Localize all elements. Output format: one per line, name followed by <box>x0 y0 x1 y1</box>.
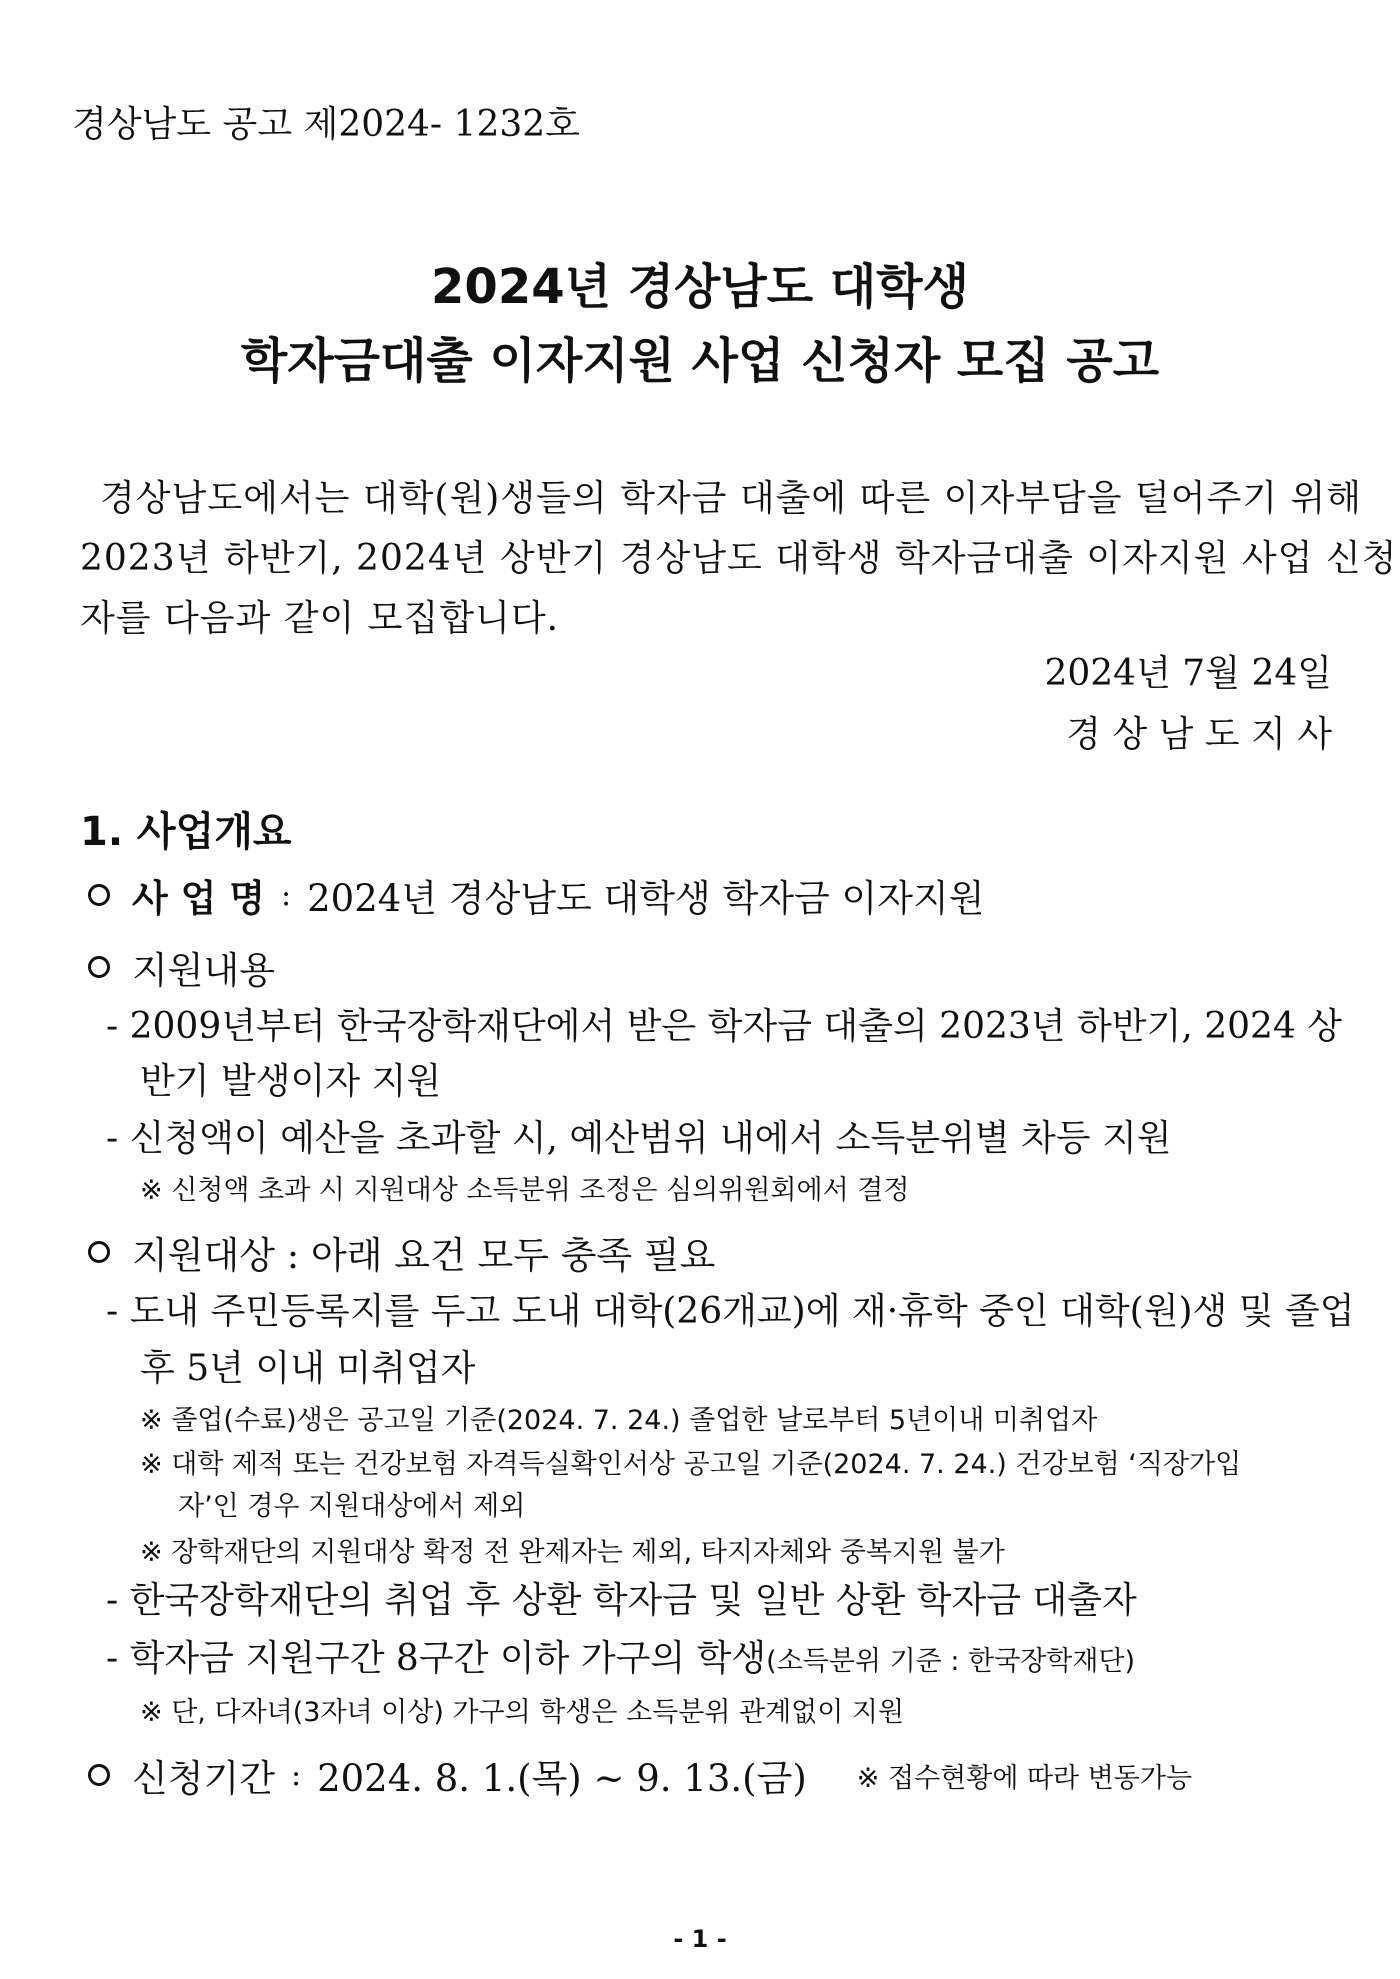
target-row <box>88 1225 715 1279</box>
business-name-label: 사 업 명 <box>132 876 265 920</box>
document-title-line1: 2024년 경상남도 대학생 <box>431 259 969 315</box>
target-note1: ※ 졸업(수료)생은 공고일 기준(2024. 7. 24.) 졸업한 날로부터 5년이내 미취업자 <box>140 1405 1098 1436</box>
business-name-value: 2024년 경상남도 대학생 학자금 이자지원 <box>307 877 985 920</box>
target-note3: ※ 장학재단의 지원대상 확정 전 완제자는 제외, 타지자체와 중복지원 불가 <box>140 1537 1005 1568</box>
target-label: 지원대상 : 아래 요건 모두 충족 필요 <box>132 1234 716 1277</box>
period-row <box>88 1748 1192 1802</box>
circle-bullet-icon <box>88 956 110 978</box>
page-number: - 1 - <box>673 1925 727 1953</box>
notice-number: 경상남도 공고 제2024- 1232호 <box>72 104 580 145</box>
business-name-row <box>88 868 984 922</box>
document-title-line2: 학자금대출 이자지원 사업 신청자 모집 공고 <box>240 333 1160 389</box>
support-item1-line1: - 2009년부터 한국장학재단에서 받은 학자금 대출의 2023년 하반기, 2024 상 <box>106 1006 1343 1047</box>
section-title: 1. 사업개요 <box>80 809 292 855</box>
intro-line2: 2023년 하반기, 2024년 상반기 경상남도 대학생 학자금대출 이자지원 사업 신청 <box>80 538 1398 579</box>
target-item1-line1: - 도내 주민등록지를 두고 도내 대학(26개교)에 재·휴학 중인 대학(원)생 및 졸업 <box>106 1291 1355 1332</box>
support-content-row <box>88 940 275 994</box>
period-note: ※ 접수현황에 따라 변동가능 <box>856 1762 1193 1794</box>
period-sep: : <box>290 1757 302 1793</box>
issuer-name: 경 상 남 도 지 사 <box>1066 714 1332 755</box>
support-item1-line2: 반기 발생이자 지원 <box>140 1061 442 1102</box>
support-note1: ※ 신청액 초과 시 지원대상 소득분위 조정은 심의위원회에서 결정 <box>140 1175 910 1206</box>
target-item1-line2: 후 5년 이내 미취업자 <box>140 1348 476 1389</box>
period-value: 2024. 8. 1.(목) ~ 9. 13.(금) <box>317 1757 807 1800</box>
intro-line3: 자를 다음과 같이 모집합니다. <box>80 598 560 639</box>
target-item2: - 한국장학재단의 취업 후 상환 학자금 및 일반 상환 학자금 대출자 <box>106 1580 1137 1621</box>
target-item3-small: (소득분위 기준 : 한국장학재단) <box>766 1646 1136 1677</box>
business-name-sep: : <box>281 877 292 913</box>
intro-line1: 경상남도에서는 대학(원)생들의 학자금 대출에 따른 이자부담을 덜어주기 위해 <box>100 478 1363 519</box>
circle-bullet-icon <box>88 1764 110 1786</box>
target-note2-line1: ※ 대학 제적 또는 건강보험 자격득실확인서상 공고일 기준(2024. 7. 24.) 건강보험 ‘직장가입 <box>140 1449 1242 1480</box>
circle-bullet-icon <box>88 884 110 906</box>
announcement-date: 2024년 7월 24일 <box>1044 653 1332 694</box>
target-note2-line2: 자’인 경우 지원대상에서 제외 <box>178 1491 526 1522</box>
period-label: 신청기간 <box>132 1757 275 1800</box>
support-content-label: 지원내용 <box>132 949 275 992</box>
circle-bullet-icon <box>88 1241 110 1263</box>
target-item3-main: - 학자금 지원구간 8구간 이하 가구의 학생 <box>106 1638 767 1679</box>
target-item3 <box>106 1630 1135 1681</box>
support-item2: - 신청액이 예산을 초과할 시, 예산범위 내에서 소득분위별 차등 지원 <box>106 1118 1172 1159</box>
target-note4: ※ 단, 다자녀(3자녀 이상) 가구의 학생은 소득분위 관계없이 지원 <box>140 1697 905 1728</box>
